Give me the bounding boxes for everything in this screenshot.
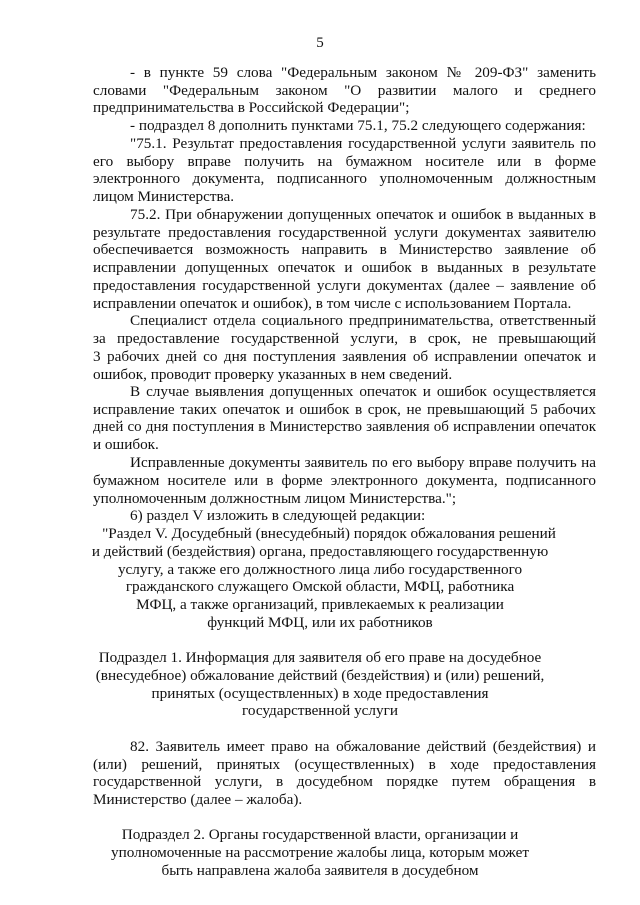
text-line: - в пункте 59 слова "Федеральным законом № 209-ФЗ" заменить [130, 64, 596, 81]
text-line: В случае выявления допущенных опечаток и ошибок осуществляется [130, 383, 596, 400]
text-line: "75.1. Результат предоставления государственной услуги заявитель по [130, 135, 596, 152]
text-line: Подраздел 2. Органы государственной власти, организации и [121, 826, 519, 843]
text-line: (внесудебное) обжалование действий (бездействия) и (или) решений, [95, 667, 545, 684]
page-number: 5 [316, 35, 324, 51]
text-line: гражданского служащего Омской области, МФЦ, работника [125, 578, 515, 595]
text-line: результате предоставления государственной услуги документах заявителю [93, 224, 596, 241]
text-line: 6) раздел V изложить в следующей редакции: [130, 507, 426, 524]
text-line: его выбору вправе получить на бумажном носителе или в форме [93, 153, 596, 170]
text-line: Специалист отдела социального предпринимательства, ответственный [130, 312, 596, 329]
text-line: 75.2. При обнаружении допущенных опечаток и ошибок в выданных в [130, 206, 596, 223]
text-line: - подраздел 8 дополнить пунктами 75.1, 75.2 следующего содержания: [130, 117, 586, 134]
text-line: Подраздел 1. Информация для заявителя об его праве на досудебное [98, 649, 542, 666]
text-line: и ошибок. [93, 436, 159, 453]
text-line: 82. Заявитель имеет право на обжалование действий (бездействия) и [130, 738, 596, 755]
text-line: Исправленные документы заявитель по его выбору вправе получить на [130, 454, 596, 471]
text-line: словами "Федеральным законом "О развитии малого и среднего [93, 82, 596, 99]
text-line: исправлении допущенных опечаток и ошибок в выданных в результате [93, 259, 596, 276]
text-line: Министерство (далее – жалоба). [93, 791, 303, 808]
text-line: предпринимательства в Российской Федерации"; [93, 99, 410, 116]
text-line: ошибок, проводит проверку указанных в нем сведений. [93, 366, 453, 383]
text-line: и действий (бездействия) органа, предоставляющего государственную [91, 543, 549, 560]
text-line: 3 рабочих дней со дня поступления заявления об исправлении опечаток и [93, 348, 596, 365]
text-line: принятых (осуществленных) в ходе предоставления [151, 685, 489, 702]
text-line: функций МФЦ, или их работников [207, 614, 433, 631]
text-line: (или) решений, принятых (осуществленных) в ходе предоставления [93, 756, 596, 773]
text-line: обеспечивается возможность направить в Министерство заявление об [93, 241, 596, 258]
text-line: МФЦ, а также организаций, привлекаемых к реализации [136, 596, 504, 613]
text-line: уполномоченные на рассмотрение жалобы лица, которым может [111, 844, 529, 861]
text-line: уполномоченным должностным лицом Министерства."; [93, 490, 457, 507]
text-line: услугу, а также его должностного лица либо государственного [117, 561, 523, 578]
text-line: за предоставление государственной услуги, в срок, не превышающий [93, 330, 596, 347]
text-line: лицом Министерства. [93, 188, 235, 205]
text-line: "Раздел V. Досудебный (внесудебный) порядок обжалования решений [102, 525, 556, 542]
text-line: государственной услуги [242, 702, 398, 719]
text-line: исправление таких опечаток и ошибок в срок, не превышающий 5 рабочих [93, 401, 596, 418]
text-line: предоставления государственной услуги документах (далее – заявление об [93, 277, 596, 294]
text-line: бумажном носителе или в форме электронного документа, подписанного [93, 472, 596, 489]
text-line: государственной услуги, в досудебном порядке путем обращения в [93, 773, 596, 790]
text-line: исправлении опечаток и ошибок), в том числе с использованием Портала. [93, 295, 572, 312]
text-line: дней со дня поступления в Министерство заявления об исправлении опечаток [93, 419, 596, 435]
text-line: электронного документа, подписанного уполномоченным должностным [93, 170, 596, 187]
text-line: быть направлена жалоба заявителя в досудебном [161, 862, 479, 879]
